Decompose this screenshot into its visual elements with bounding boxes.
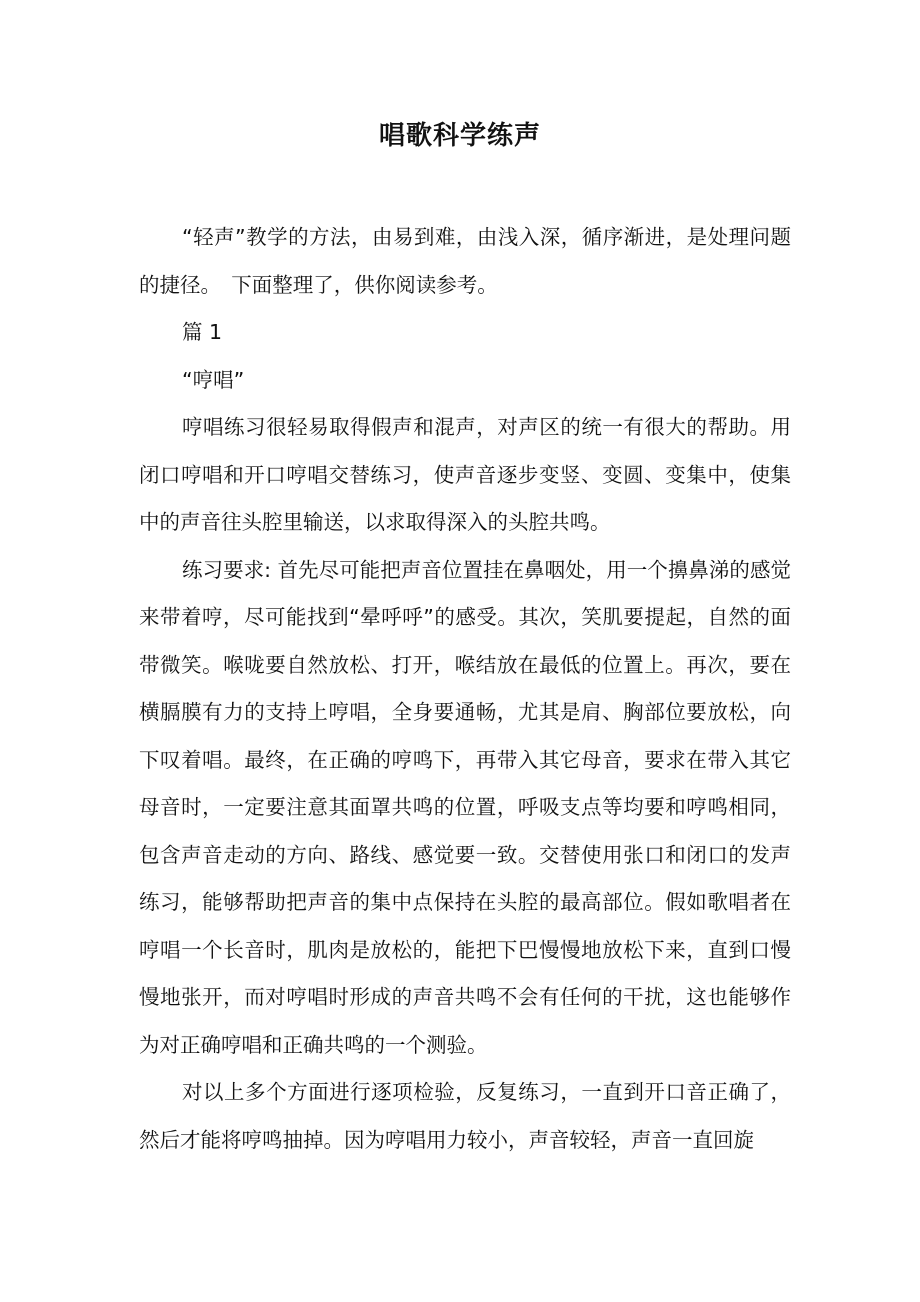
section-heading: “哼唱” <box>182 367 245 392</box>
section-label: 篇 1 <box>182 320 223 344</box>
paragraph-humming: 哼唱练习很轻易取得假声和混声，对声区的统一有很大的帮助。用闭口哼唱和开口哼唱交替练习，使声音逐步变竖、变圆、变集中，使集中的声音往头腔里输送，以求取得深入的头腔共鸣。 <box>139 415 791 534</box>
paragraph-inspection: 对以上多个方面进行逐项检验，反复练习，一直到开口音正确了，然后才能将哼鸣抽掉。因为哼唱用力较小，声音较轻，声音一直回旋 <box>139 1080 791 1152</box>
document-title: 唱歌科学练声 <box>378 121 541 151</box>
paragraph-requirements: 练习要求: 首先尽可能把声音位置挂在鼻咽处，用一个擤鼻涕的感觉来带着哼，尽可能找到“晕呼呼”的感受。其次，笑肌要提起，自然的面带微笑。喉咙要自然放松、打开，喉结放在最低的位置上。再次，要在横膈膜有力的支持上哼唱，全身要通畅，尤其是肩、胸部位要放松，向下叹着唱。最终，在正确的哼鸣下，再带入其它母音，要求在带入其它母音时，一定要注意其面罩共鸣的位置，呼吸支点等均要和哼鸣相同，包含声音走动的方向、路线、感觉要一致。交替使用张口和闭口的发声练习，能够帮助把声音的集中点保持在头腔的最高部位。假如歌唱者在哼唱一个长音时，肌肉是放松的，能把下巴慢慢地放松下来，直到口慢慢地张开，而对哼唱时形成的声音共鸣不会有任何的干扰，这也能够作为对正确哼唱和正确共鸣的一个测验。 <box>139 557 791 1057</box>
document-body <box>139 214 791 1164</box>
paragraph-intro: “轻声”教学的方法，由易到难，由浅入深，循序渐进，是处理问题的捷径。 下面整理了，供你阅读参考。 <box>139 225 791 297</box>
